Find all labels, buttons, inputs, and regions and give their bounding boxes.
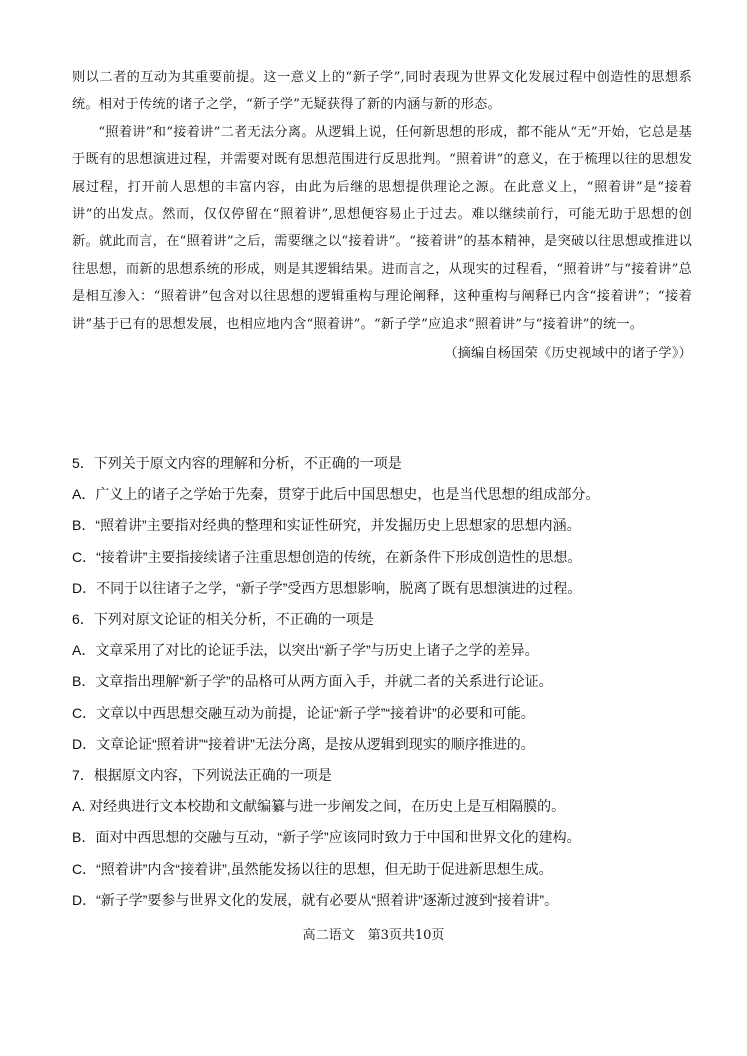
passage-source: （摘编自杨国荣《历史视域中的诸子学》） (444, 346, 692, 362)
question-7-option-b: B．面对中西思想的交融与互动，“新子学”应该同时致力于中国和世界文化的建构。 (72, 829, 581, 846)
question-6-option-c: C．文章以中西思想交融互动为前提，论证“新子学”“接着讲”的必要和可能。 (72, 704, 535, 721)
question-list (72, 448, 692, 916)
question-7-option-c: C．“照着讲”内含“接着讲”,虽然能发扬以往的思想，但无助于促进新思想生成。 (72, 860, 553, 877)
question-5-option-a: A．广义上的诸子之学始于先秦，贯穿于此后中国思想史，也是当代思想的组成部分。 (72, 486, 600, 503)
question-6-option-a: A．文章采用了对比的论证手法，以突出“新子学”与历史上诸子之学的差异。 (72, 642, 539, 659)
question-5-option-d: D．不同于以往诸子之学，“新子学”受西方思想影响，脱离了既有思想演进的过程。 (72, 579, 582, 596)
passage-paragraph-1: 则以二者的互动为其重要前提。这一意义上的“新子学”,同时表现为世界文化发展过程中创造性的思想系统。相对于传统的诸子之学，“新子学”无疑获得了新的内涵与新的形态。 (72, 70, 692, 113)
question-5-option-c: C．“接着讲”主要指接续诸子注重思想创造的传统，在新条件下形成创造性的思想。 (72, 548, 582, 565)
page-footer: 高二语文 第3页共10页 (302, 928, 445, 943)
question-5-stem: 5．下列关于原文内容的理解和分析，不正确的一项是 (72, 455, 402, 471)
question-6-stem: 6．下列对原文论证的相关分析，不正确的一项是 (72, 611, 374, 628)
question-7-option-a: A. 对经典进行文本校勘和文献编纂与进一步阐发之间，在历史上是互相隔膜的。 (72, 798, 566, 815)
reading-passage (72, 64, 692, 367)
question-7-option-d: D．“新子学”要参与世界文化的发展，就有必要从“照着讲”逐渐过渡到“接着讲”。 (72, 891, 559, 908)
question-5-option-b: B．“照着讲”主要指对经典的整理和实证性研究，并发掘历史上思想家的思想内涵。 (72, 517, 581, 534)
question-6-option-b: B．文章指出理解“新子学”的品格可从两方面入手，并就二者的关系进行论证。 (72, 673, 553, 690)
question-6-option-d: D．文章论证“照着讲”“接着讲”无法分离，是按从逻辑到现实的顺序推进的。 (72, 735, 535, 752)
question-7-stem: 7．根据原文内容，下列说法正确的一项是 (72, 767, 332, 784)
passage-paragraph-2: “照着讲”和“接着讲”二者无法分离。从逻辑上说，任何新思想的形成，都不能从“无”开始，它总是基于既有的思想演进过程，并需要对既有思想范围进行反思批判。“照着讲”的意义，在于梳理以往的思想发展过程，打开前人思想的丰富内容，由此为后继的思想提供理论之源。在此意义上，“照着讲”是“接着讲”的出发点。然而，仅仅停留在“照着讲”,思想便容易止于过去。难以继续前行，可能无助于思想的创新。就此而言，在“照着讲”之后，需要继之以“接着讲”。“接着讲”的基本精神，是突破以往思想或推进以往思想，而新的思想系统的形成，则是其逻辑结果。进而言之，从现实的过程看，“照着讲”与“接着讲”总是相互渗入：“照着讲”包含对以往思想的逻辑重构与理论阐释，这种重构与阐释已内含“接着讲”；“接着讲”基于已有的思想发展，也相应地内含“照着讲”。“新子学”应追求“照着讲”与“接着讲”的统一。 (72, 124, 692, 332)
